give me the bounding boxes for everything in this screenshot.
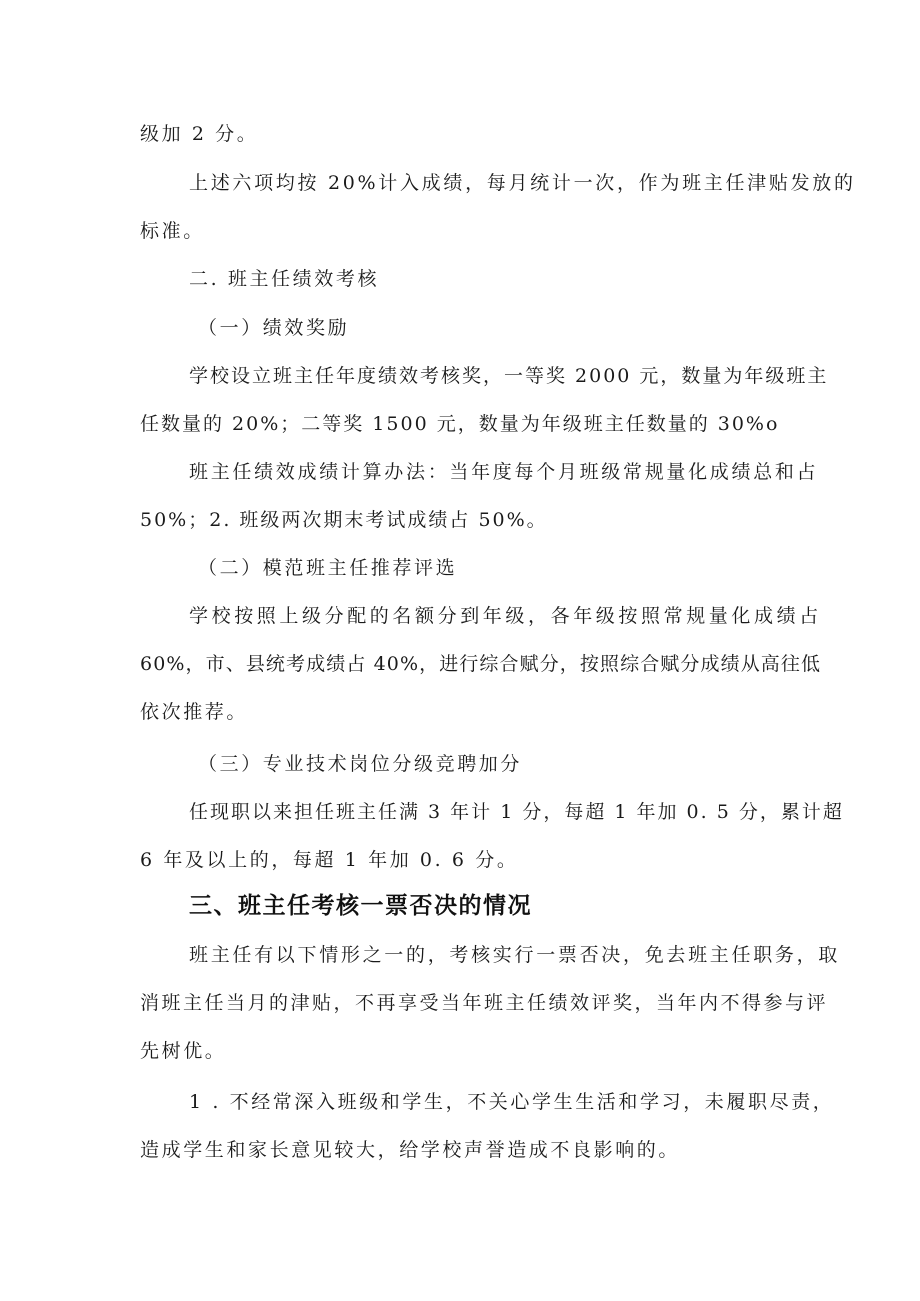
body-text-line: 消班主任当月的津贴，不再享受当年班主任绩效评奖，当年内不得参与评 [140, 992, 829, 1014]
body-text-line: 学校设立班主任年度绩效考核奖，一等奖 2000 元，数量为年级班主 [189, 365, 829, 387]
body-text-line: 上述六项均按 20%计入成绩，每月统计一次，作为班主任津贴发放的 [189, 172, 856, 194]
section-heading: 二. 班主任绩效考核 [189, 268, 380, 290]
body-text-line: 60%，市、县统考成绩占 40%，进行综合赋分，按照综合赋分成绩从高往低 [140, 653, 822, 675]
body-text-line: 任现职以来担任班主任满 3 年计 1 分，每超 1 年加 0. 5 分，累计超 [189, 801, 844, 823]
subsection-heading: （一）绩效奖励 [198, 317, 350, 339]
body-text-line: 标准。 [140, 220, 205, 242]
subsection-heading: （三）专业技术岗位分级竞聘加分 [198, 753, 523, 775]
body-text-line: 1 . 不经常深入班级和学生，不关心学生生活和学习，未履职尽责， [189, 1091, 835, 1113]
body-text-line: 50%；2. 班级两次期末考试成绩占 50%。 [140, 509, 548, 531]
body-text-line: 6 年及以上的，每超 1 年加 0. 6 分。 [140, 849, 519, 871]
body-text-line: 造成学生和家长意见较大，给学校声誉造成不良影响的。 [140, 1139, 681, 1161]
body-text-line: 班主任绩效成绩计算办法：当年度每个月班级常规量化成绩总和占 [189, 461, 819, 483]
body-text-line: 级加 2 分。 [140, 123, 259, 145]
body-text-line: 学校按照上级分配的名额分到年级，各年级按照常规量化成绩占 [189, 605, 822, 627]
body-text-line: 依次推荐。 [140, 701, 249, 723]
section-heading: 三、班主任考核一票否决的情况 [189, 893, 532, 919]
subsection-heading: （二）模范班主任推荐评选 [198, 557, 458, 579]
body-text-line: 任数量的 20%；二等奖 1500 元，数量为年级班主任数量的 30%o [140, 413, 780, 435]
body-text-line: 班主任有以下情形之一的，考核实行一票否决，免去班主任职务，取 [189, 944, 841, 966]
body-text-line: 先树优。 [140, 1040, 227, 1062]
